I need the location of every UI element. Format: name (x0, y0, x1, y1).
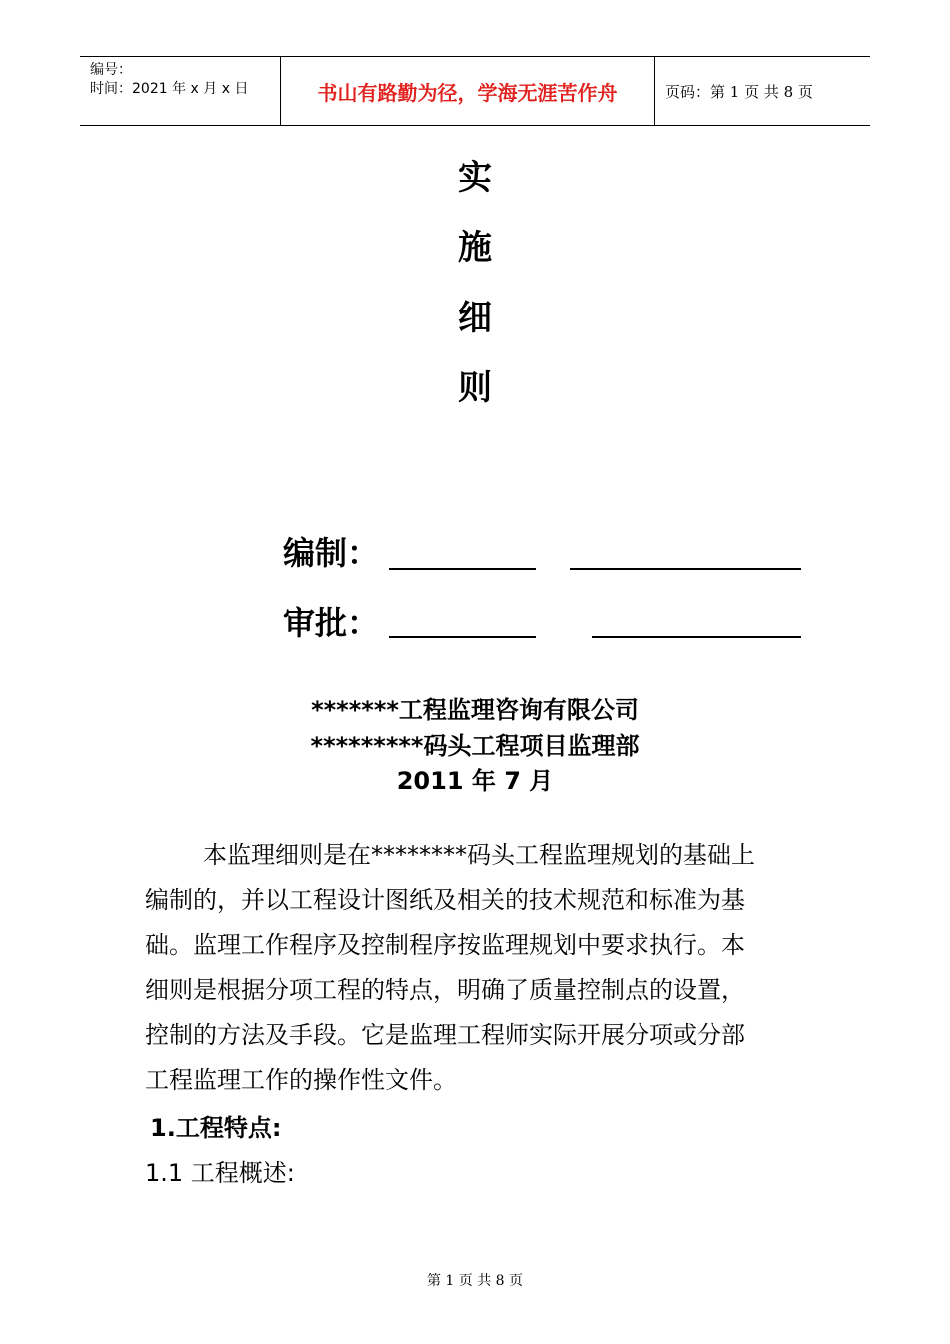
page-info-cell (655, 57, 870, 125)
motto-cell (281, 57, 655, 125)
time-label: 时间：2021 年 x 月 x 日 (90, 81, 249, 97)
header-info-cell (80, 57, 281, 125)
paragraph-line: 本监理细则是在********码头工程监理规划的基础上 (203, 841, 755, 869)
motto-text: 书山有路勤为径，学海无涯苦作舟 (317, 80, 618, 105)
section-heading-1-1: 1.1 工程概述: (145, 1159, 295, 1187)
compile-label: 编制： (283, 534, 380, 572)
page-footer: 第 1 页 共 8 页 (426, 1273, 524, 1289)
company-name: *******工程监理咨询有限公司 (311, 696, 639, 724)
document-header (80, 56, 870, 126)
approve-label: 审批： (283, 604, 380, 642)
intro-paragraph (145, 833, 810, 1103)
section-heading-1: 1.工程特点: (150, 1114, 282, 1142)
paragraph-line: 编制的，并以工程设计图纸及相关的技术规范和标准为基 (145, 886, 745, 914)
title-char-1: 实 (458, 158, 492, 198)
number-label: 编号： (90, 62, 132, 78)
department-name: *********码头工程项目监理部 (310, 732, 640, 760)
page-label: 页码：第 1 页 共 8 页 (665, 82, 813, 101)
paragraph-line: 控制的方法及手段。它是监理工程师实际开展分项或分部 (145, 1021, 745, 1049)
paragraph-line: 工程监理工作的操作性文件。 (145, 1066, 457, 1094)
title-char-2: 施 (458, 228, 492, 268)
issue-date: 2011 年 7 月 (396, 767, 554, 795)
compile-line-1 (389, 568, 536, 570)
approve-line-1 (389, 636, 536, 638)
paragraph-line: 细则是根据分项工程的特点，明确了质量控制点的设置， (145, 976, 745, 1004)
approve-line-2 (592, 636, 801, 638)
title-char-4: 则 (458, 368, 492, 408)
paragraph-line: 础。监理工作程序及控制程序按监理规划中要求执行。本 (145, 931, 745, 959)
compile-line-2 (570, 568, 801, 570)
title-char-3: 细 (458, 298, 492, 338)
